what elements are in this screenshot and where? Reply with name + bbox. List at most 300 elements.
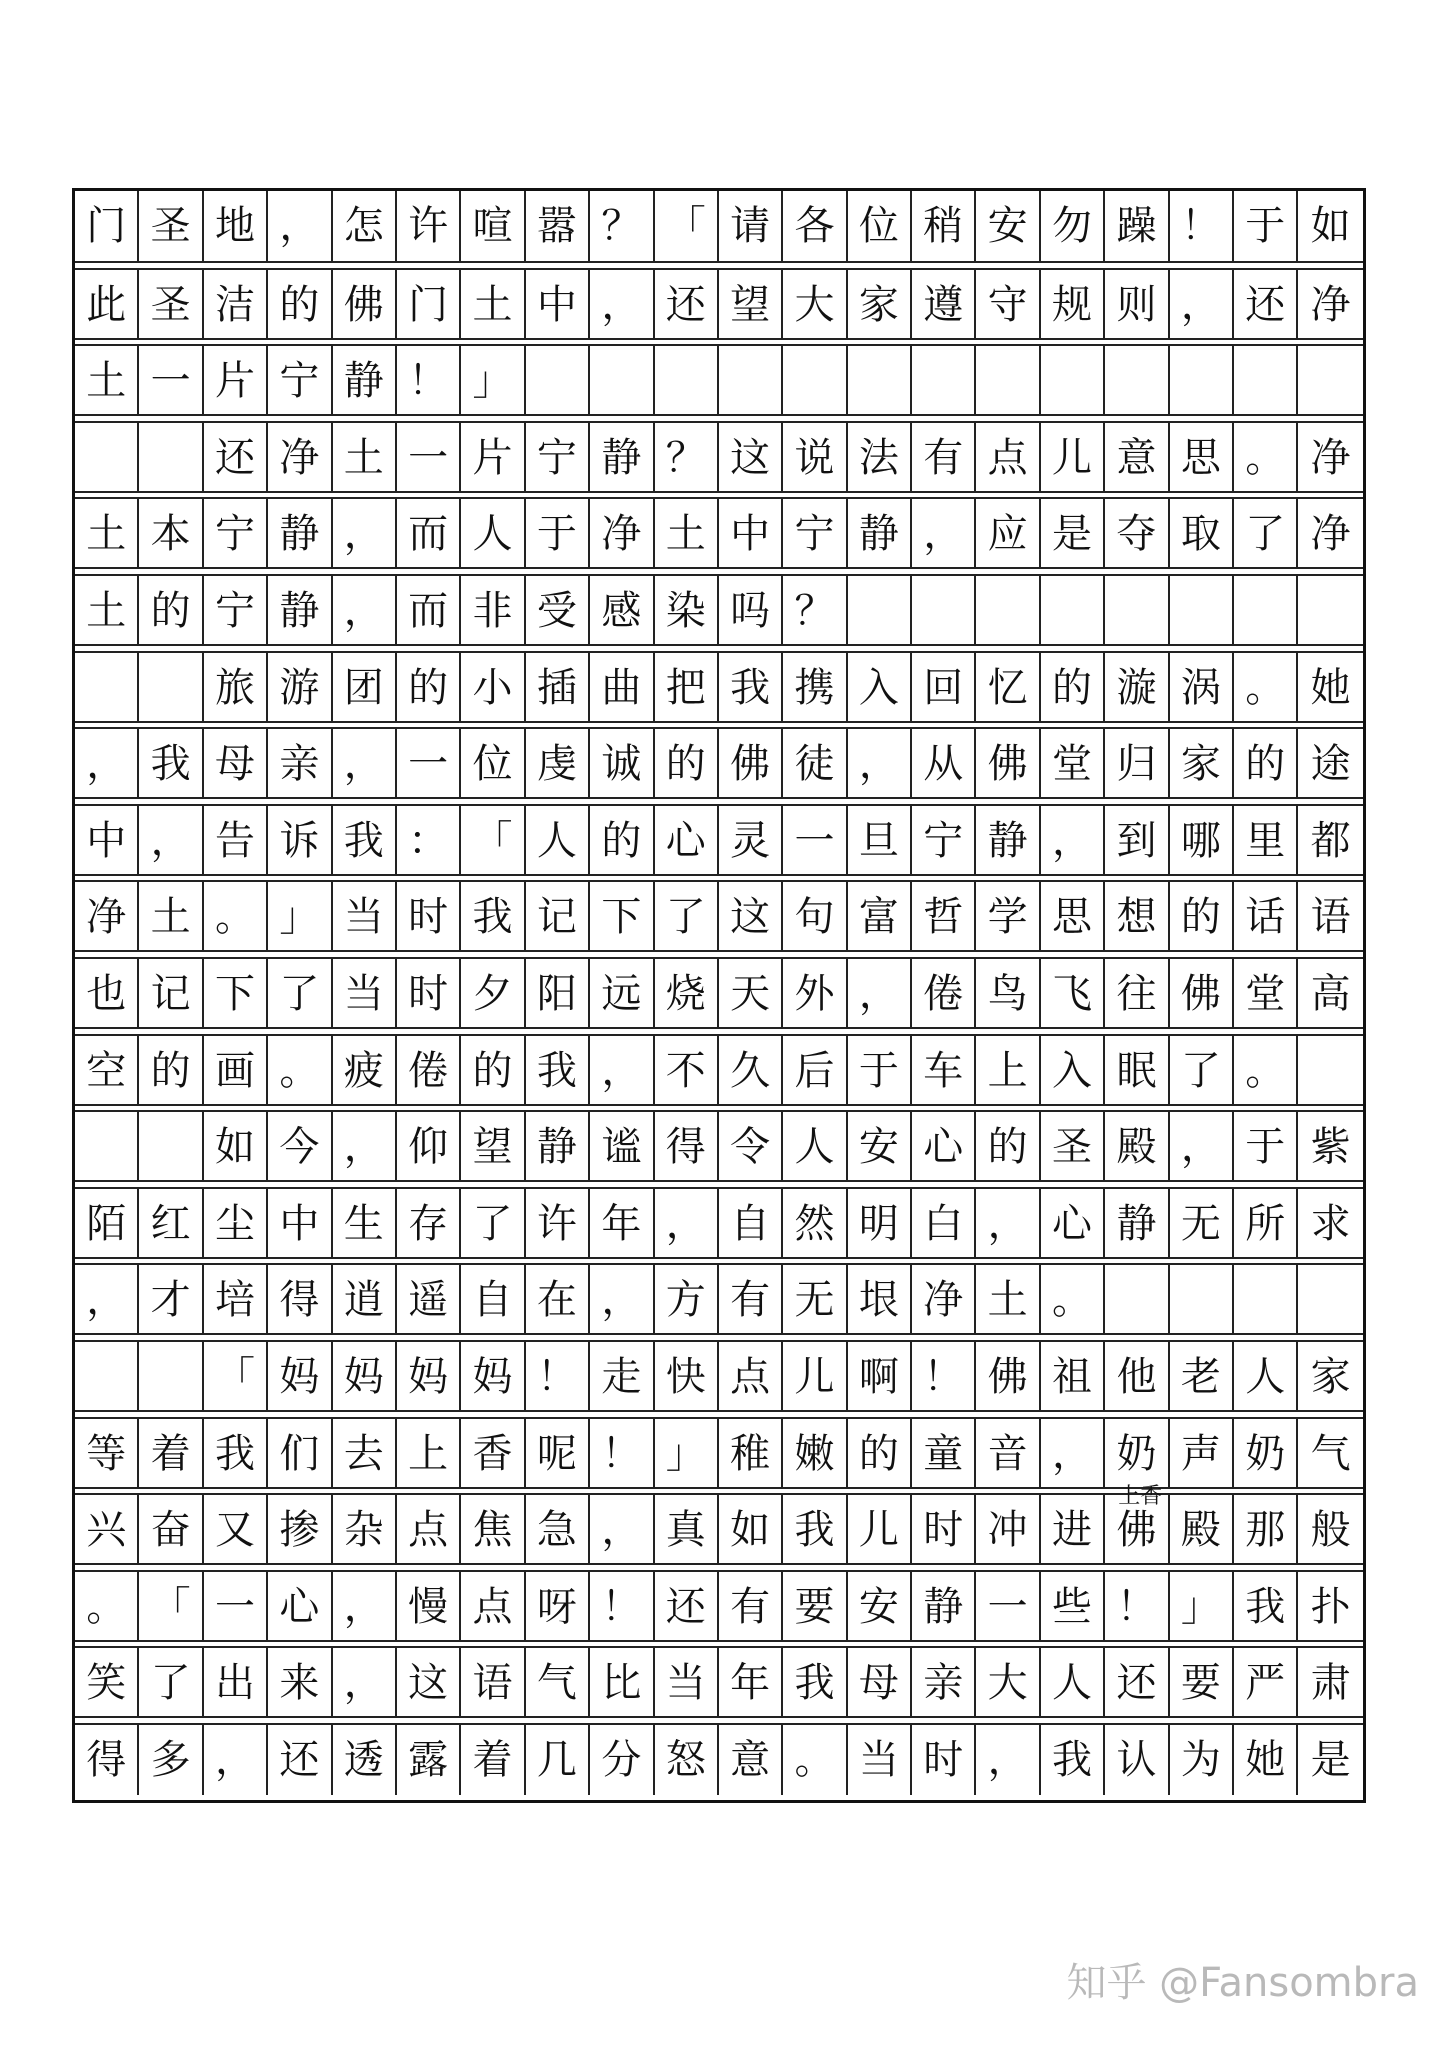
manuscript-cell: 一 <box>976 1572 1040 1642</box>
manuscript-cell: 安 <box>848 1572 912 1642</box>
manuscript-cell: 宁 <box>204 576 268 646</box>
manuscript-cell: 我 <box>1234 1572 1298 1642</box>
manuscript-cell: 「 <box>461 806 525 876</box>
manuscript-cell: 要 <box>783 1572 847 1642</box>
manuscript-cell: ， <box>590 1495 654 1565</box>
manuscript-cell: 家 <box>1310 1354 1351 1400</box>
manuscript-cell: 得 <box>655 1112 719 1182</box>
manuscript-cell: 此 <box>75 270 139 340</box>
manuscript-row <box>75 268 1363 340</box>
manuscript-cell: 儿 <box>1041 423 1105 493</box>
row-separator <box>75 644 1363 650</box>
manuscript-cell: 儿 <box>848 1495 912 1565</box>
manuscript-cell <box>1041 346 1105 416</box>
manuscript-row <box>75 727 1363 799</box>
manuscript-cell: 请 <box>719 191 783 261</box>
manuscript-cell: 所 <box>1234 1189 1298 1259</box>
manuscript-cell: ， <box>75 729 139 799</box>
manuscript-cell: 下 <box>204 959 268 1029</box>
manuscript-cell: 啊 <box>848 1342 912 1412</box>
manuscript-cell: 我 <box>204 1419 268 1489</box>
manuscript-cell: 有 <box>719 1265 783 1335</box>
manuscript-cell: 。 <box>1234 1036 1298 1106</box>
manuscript-cell: 躁 <box>1105 191 1169 261</box>
row-separator <box>75 1257 1363 1263</box>
manuscript-cell: 一 <box>139 346 203 416</box>
manuscript-cell <box>75 1112 139 1182</box>
manuscript-cell: 喧 <box>461 191 525 261</box>
manuscript-cell: 意 <box>719 1725 783 1795</box>
manuscript-cell: 才 <box>139 1265 203 1335</box>
manuscript-cell: 的 <box>1234 729 1298 799</box>
manuscript-cell: 。 <box>268 1036 332 1106</box>
manuscript-cell: 宁 <box>526 423 590 493</box>
manuscript-cell: 如 <box>719 1495 783 1565</box>
manuscript-cell: 于 <box>848 1036 912 1106</box>
row-separator <box>75 1333 1363 1339</box>
manuscript-cell: 奋 <box>139 1495 203 1565</box>
manuscript-cell: 自 <box>461 1265 525 1335</box>
manuscript-cell: 静 <box>1105 1189 1169 1259</box>
manuscript-cell: 着 <box>139 1419 203 1489</box>
manuscript-cell: 曲 <box>590 653 654 723</box>
manuscript-row <box>75 1034 1363 1106</box>
manuscript-cell: ， <box>848 729 912 799</box>
manuscript-cell: 净 <box>75 882 139 952</box>
manuscript-cell: 快 <box>655 1342 719 1412</box>
manuscript-cell: 了 <box>655 882 719 952</box>
manuscript-cell: 年 <box>719 1648 783 1718</box>
manuscript-cell: 应 <box>976 499 1040 569</box>
manuscript-cell: 各 <box>783 191 847 261</box>
manuscript-cell: 净 <box>1310 434 1351 481</box>
manuscript-cell: 小 <box>461 653 525 723</box>
manuscript-cell <box>1041 576 1105 646</box>
manuscript-cell: 灵 <box>719 806 783 876</box>
manuscript-cell: ， <box>1041 1419 1105 1489</box>
manuscript-cell: 富 <box>848 882 912 952</box>
manuscript-cell: ， <box>1041 806 1105 876</box>
manuscript-cell: 的 <box>139 576 203 646</box>
manuscript-cell: 的 <box>655 729 719 799</box>
manuscript-cell: 记 <box>526 882 590 952</box>
manuscript-cell: 夕 <box>461 959 525 1029</box>
manuscript-cell: 倦 <box>397 1036 461 1106</box>
row-separator <box>75 1716 1363 1722</box>
manuscript-row <box>75 804 1363 876</box>
manuscript-cell: 声 <box>1170 1419 1234 1489</box>
manuscript-cell: 土 <box>333 423 397 493</box>
manuscript-cell: 还 <box>1105 1648 1169 1718</box>
manuscript-cell: 我 <box>719 653 783 723</box>
manuscript-cell: 携 <box>783 653 847 723</box>
row-separator <box>75 797 1363 803</box>
manuscript-cell: 疲 <box>333 1036 397 1106</box>
manuscript-cell: 许 <box>526 1189 590 1259</box>
manuscript-cell: 游 <box>268 653 332 723</box>
row-separator <box>75 721 1363 727</box>
manuscript-cell: 人 <box>1041 1648 1105 1718</box>
manuscript-cell: 吗 <box>719 576 783 646</box>
manuscript-cell: ， <box>333 729 397 799</box>
manuscript-cell: 心 <box>655 806 719 876</box>
manuscript-cell: 们 <box>268 1419 332 1489</box>
manuscript-cell: 诚 <box>590 729 654 799</box>
manuscript-cell: 存 <box>397 1189 461 1259</box>
manuscript-row <box>75 1340 1363 1412</box>
manuscript-cell: 受 <box>526 576 590 646</box>
manuscript-cell: 奶 <box>1234 1419 1298 1489</box>
manuscript-cell <box>1234 346 1298 416</box>
manuscript-cell: ， <box>333 499 397 569</box>
manuscript-cell <box>912 576 976 646</box>
manuscript-cell: 圣 <box>139 270 203 340</box>
manuscript-cell: 位 <box>461 729 525 799</box>
manuscript-cell: 这 <box>719 423 783 493</box>
manuscript-row <box>75 957 1363 1029</box>
manuscript-cell: ， <box>976 1189 1040 1259</box>
manuscript-cell: 点 <box>461 1572 525 1642</box>
manuscript-cell: 走 <box>590 1342 654 1412</box>
manuscript-cell: 当 <box>655 1648 719 1718</box>
manuscript-cell: 的 <box>1041 653 1105 723</box>
manuscript-cell: 静 <box>333 346 397 416</box>
manuscript-cell: 取 <box>1170 499 1234 569</box>
manuscript-cell: 净 <box>590 499 654 569</box>
manuscript-cell: 明 <box>848 1189 912 1259</box>
manuscript-cell: 旦 <box>848 806 912 876</box>
manuscript-cell: 话 <box>1234 882 1298 952</box>
manuscript-row <box>75 1723 1363 1795</box>
manuscript-row <box>75 1187 1363 1259</box>
manuscript-row <box>75 497 1363 569</box>
manuscript-cell: 安 <box>848 1112 912 1182</box>
manuscript-cell: 兴 <box>75 1495 139 1565</box>
manuscript-cell: 时 <box>397 882 461 952</box>
manuscript-cell: 圣 <box>139 191 203 261</box>
manuscript-cell: 等 <box>75 1419 139 1489</box>
manuscript-cell: 许 <box>397 191 461 261</box>
manuscript-cell: 点 <box>397 1495 461 1565</box>
manuscript-cell: 洁 <box>204 270 268 340</box>
manuscript-cell <box>1170 346 1234 416</box>
manuscript-cell: 眠 <box>1105 1036 1169 1106</box>
manuscript-cell: 哲 <box>912 882 976 952</box>
manuscript-cell: 佛 <box>333 270 397 340</box>
manuscript-cell: 回 <box>912 653 976 723</box>
manuscript-cell: 我 <box>461 882 525 952</box>
manuscript-cell: 透 <box>333 1725 397 1795</box>
manuscript-cell: 土 <box>75 499 139 569</box>
manuscript-cell: 句 <box>783 882 847 952</box>
manuscript-cell: 生 <box>333 1189 397 1259</box>
manuscript-cell: ， <box>655 1189 719 1259</box>
manuscript-cell: 还 <box>268 1725 332 1795</box>
manuscript-cell: 徒 <box>783 729 847 799</box>
manuscript-cell: 时 <box>912 1725 976 1795</box>
manuscript-cell: 人 <box>461 499 525 569</box>
manuscript-cell: 气 <box>1310 1430 1351 1477</box>
manuscript-cell: 望 <box>719 270 783 340</box>
manuscript-cell: 高 <box>1310 971 1351 1017</box>
manuscript-cell: 「 <box>655 191 719 261</box>
manuscript-cell: 土 <box>75 346 139 416</box>
manuscript-cell: 净 <box>1310 511 1351 558</box>
manuscript-cell: 稚 <box>719 1419 783 1489</box>
row-separator <box>75 1410 1363 1416</box>
manuscript-cell: 土 <box>655 499 719 569</box>
manuscript-cell: 母 <box>204 729 268 799</box>
manuscript-cell: ， <box>268 191 332 261</box>
manuscript-cell: 了 <box>139 1648 203 1718</box>
manuscript-cell: ， <box>976 1725 1040 1795</box>
manuscript-cell: 人 <box>1234 1342 1298 1412</box>
manuscript-cell: 当 <box>848 1725 912 1795</box>
manuscript-cell: 年 <box>590 1189 654 1259</box>
manuscript-cell: 遵 <box>912 270 976 340</box>
manuscript-cell: 里 <box>1234 806 1298 876</box>
manuscript-cell: 心 <box>268 1572 332 1642</box>
manuscript-cell: 怎 <box>333 191 397 261</box>
manuscript-cell <box>1105 1265 1169 1335</box>
insertion-note: 上香 <box>1118 1484 1163 1510</box>
manuscript-cell: 为 <box>1170 1725 1234 1795</box>
manuscript-cell: 空 <box>75 1036 139 1106</box>
manuscript-cell: ， <box>333 1572 397 1642</box>
row-separator <box>75 261 1363 267</box>
manuscript-cell: 心 <box>1041 1189 1105 1259</box>
manuscript-cell: 的 <box>590 806 654 876</box>
manuscript-cell: 香 <box>461 1419 525 1489</box>
manuscript-cell: 妈 <box>461 1342 525 1412</box>
manuscript-cell: 思 <box>1041 882 1105 952</box>
manuscript-row <box>75 1646 1363 1718</box>
row-separator <box>75 1640 1363 1646</box>
manuscript-cell <box>655 346 719 416</box>
manuscript-cell: 稍 <box>912 191 976 261</box>
manuscript-cell: 音 <box>976 1419 1040 1489</box>
manuscript-cell: 嚣 <box>526 191 590 261</box>
manuscript-cell: 本 <box>139 499 203 569</box>
manuscript-cell: 久 <box>719 1036 783 1106</box>
manuscript-row <box>75 191 1363 261</box>
manuscript-cell: 冲 <box>976 1495 1040 1565</box>
manuscript-cell <box>848 346 912 416</box>
manuscript-cell: 静 <box>526 1112 590 1182</box>
row-separator <box>75 491 1363 497</box>
manuscript-cell: 老 <box>1170 1342 1234 1412</box>
manuscript-cell: ， <box>333 1112 397 1182</box>
row-separator <box>75 874 1363 880</box>
manuscript-cell: 说 <box>783 423 847 493</box>
manuscript-cell: ， <box>139 806 203 876</box>
manuscript-cell: ， <box>75 1265 139 1335</box>
manuscript-cell: 的 <box>1170 882 1234 952</box>
manuscript-cell: 外 <box>783 959 847 1029</box>
manuscript-cell: 静 <box>590 423 654 493</box>
manuscript-cell: 门 <box>397 270 461 340</box>
manuscript-cell: 感 <box>590 576 654 646</box>
manuscript-cell: 于 <box>526 499 590 569</box>
manuscript-cell: 还 <box>655 270 719 340</box>
manuscript-cell: 人 <box>783 1112 847 1182</box>
manuscript-cell: 净 <box>912 1265 976 1335</box>
manuscript-cell: ， <box>333 1648 397 1718</box>
manuscript-cell: 土 <box>976 1265 1040 1335</box>
manuscript-cell: 安 <box>976 191 1040 261</box>
manuscript-cell <box>139 653 203 723</box>
manuscript-cell: 片 <box>461 423 525 493</box>
manuscript-cell: ！ <box>397 346 461 416</box>
manuscript-cell: 大 <box>976 1648 1040 1718</box>
manuscript-cell: 垠 <box>848 1265 912 1335</box>
manuscript-cell: ！ <box>590 1572 654 1642</box>
row-separator <box>75 338 1363 344</box>
manuscript-cell: 倦 <box>912 959 976 1029</box>
manuscript-cell: 我 <box>1041 1725 1105 1795</box>
manuscript-cell: ： <box>397 806 461 876</box>
manuscript-cell: 把 <box>655 653 719 723</box>
manuscript-cell <box>1170 1265 1234 1335</box>
manuscript-cell: 然 <box>783 1189 847 1259</box>
manuscript-cell: 规 <box>1041 270 1105 340</box>
manuscript-cell: 呀 <box>526 1572 590 1642</box>
manuscript-cell: 则 <box>1105 270 1169 340</box>
manuscript-cell: 真 <box>655 1495 719 1565</box>
manuscript-cell: 。 <box>1234 423 1298 493</box>
manuscript-cell: 祖 <box>1041 1342 1105 1412</box>
manuscript-cell: 我 <box>333 806 397 876</box>
manuscript-cell: 妈 <box>333 1342 397 1412</box>
manuscript-cell: 他 <box>1105 1342 1169 1412</box>
manuscript-cell: 了 <box>268 959 332 1029</box>
manuscript-cell: 的 <box>397 653 461 723</box>
manuscript-cell: 漩 <box>1105 653 1169 723</box>
manuscript-cell <box>139 1342 203 1412</box>
manuscript-cell <box>848 576 912 646</box>
manuscript-cell: 车 <box>912 1036 976 1106</box>
manuscript-row <box>75 1417 1363 1489</box>
manuscript-cell: 也 <box>75 959 139 1029</box>
manuscript-cell: 旅 <box>204 653 268 723</box>
manuscript-cell: 的 <box>976 1112 1040 1182</box>
manuscript-cell: ， <box>590 1036 654 1106</box>
manuscript-cell: ， <box>590 1265 654 1335</box>
manuscript-cell <box>75 423 139 493</box>
manuscript-cell: 法 <box>848 423 912 493</box>
manuscript-cell: 往 <box>1105 959 1169 1029</box>
manuscript-cell: 无 <box>1170 1189 1234 1259</box>
manuscript-cell: 望 <box>461 1112 525 1182</box>
manuscript-cell: 呢 <box>526 1419 590 1489</box>
manuscript-cell: 都 <box>1310 817 1351 864</box>
manuscript-cell: 母 <box>848 1648 912 1718</box>
manuscript-cell: 时 <box>397 959 461 1029</box>
manuscript-cell: 肃 <box>1310 1660 1351 1707</box>
manuscript-cell: 土 <box>461 270 525 340</box>
manuscript-cell: 分 <box>590 1725 654 1795</box>
manuscript-cell: 当 <box>333 959 397 1029</box>
manuscript-cell: 。 <box>783 1725 847 1795</box>
manuscript-cell: 在 <box>526 1265 590 1335</box>
row-separator <box>75 1027 1363 1033</box>
manuscript-cell: 多 <box>139 1725 203 1795</box>
manuscript-cell: 上 <box>976 1036 1040 1106</box>
manuscript-cell: 」 <box>655 1419 719 1489</box>
manuscript-cell: 扑 <box>1310 1583 1351 1630</box>
manuscript-grid <box>72 188 1366 1803</box>
manuscript-cell: 涡 <box>1170 653 1234 723</box>
manuscript-cell: 的 <box>139 1036 203 1106</box>
manuscript-row <box>75 344 1363 416</box>
manuscript-cell: 得 <box>75 1725 139 1795</box>
manuscript-cell: 殿 <box>1170 1495 1234 1565</box>
manuscript-cell <box>1234 576 1298 646</box>
manuscript-cell: 守 <box>976 270 1040 340</box>
manuscript-cell: 认 <box>1105 1725 1169 1795</box>
manuscript-cell: 想 <box>1105 882 1169 952</box>
manuscript-cell: 记 <box>139 959 203 1029</box>
manuscript-cell <box>719 346 783 416</box>
manuscript-cell: 语 <box>1310 894 1351 941</box>
manuscript-cell: 比 <box>590 1648 654 1718</box>
manuscript-cell: 中 <box>75 806 139 876</box>
manuscript-cell: 人 <box>526 806 590 876</box>
manuscript-cell: 培 <box>204 1265 268 1335</box>
manuscript-cell: 堂 <box>1234 959 1298 1029</box>
manuscript-cell <box>75 653 139 723</box>
manuscript-row <box>75 1263 1363 1335</box>
manuscript-cell: 大 <box>783 270 847 340</box>
manuscript-cell: 飞 <box>1041 959 1105 1029</box>
manuscript-cell: 无 <box>783 1265 847 1335</box>
manuscript-cell <box>139 1112 203 1182</box>
manuscript-cell: 宁 <box>268 346 332 416</box>
manuscript-cell: 净 <box>1310 281 1351 328</box>
manuscript-cell: 尘 <box>204 1189 268 1259</box>
manuscript-cell: 归 <box>1105 729 1169 799</box>
manuscript-cell <box>912 346 976 416</box>
manuscript-cell: 于 <box>1234 191 1298 261</box>
manuscript-row <box>75 1570 1363 1642</box>
manuscript-cell: 圣 <box>1041 1112 1105 1182</box>
manuscript-row <box>75 1110 1363 1182</box>
manuscript-cell: 急 <box>526 1495 590 1565</box>
manuscript-cell: ！ <box>526 1342 590 1412</box>
manuscript-cell: 佛 <box>1105 1495 1169 1565</box>
manuscript-cell: 儿 <box>783 1342 847 1412</box>
manuscript-cell: 静 <box>976 806 1040 876</box>
manuscript-cell <box>139 423 203 493</box>
manuscript-cell: 了 <box>1170 1036 1234 1106</box>
manuscript-cell: 堂 <box>1041 729 1105 799</box>
manuscript-cell: 我 <box>783 1495 847 1565</box>
manuscript-cell: 意 <box>1105 423 1169 493</box>
manuscript-cell: 中 <box>268 1189 332 1259</box>
manuscript-cell: 宁 <box>783 499 847 569</box>
manuscript-cell: 那 <box>1234 1495 1298 1565</box>
manuscript-cell: 佛 <box>976 729 1040 799</box>
manuscript-cell: 如 <box>1310 203 1351 249</box>
manuscript-cell: 了 <box>461 1189 525 1259</box>
manuscript-cell <box>1105 576 1169 646</box>
manuscript-cell <box>976 576 1040 646</box>
manuscript-cell: 有 <box>719 1572 783 1642</box>
manuscript-cell: 一 <box>397 729 461 799</box>
manuscript-cell: 我 <box>526 1036 590 1106</box>
manuscript-cell: 这 <box>397 1648 461 1718</box>
row-separator <box>75 1563 1363 1569</box>
